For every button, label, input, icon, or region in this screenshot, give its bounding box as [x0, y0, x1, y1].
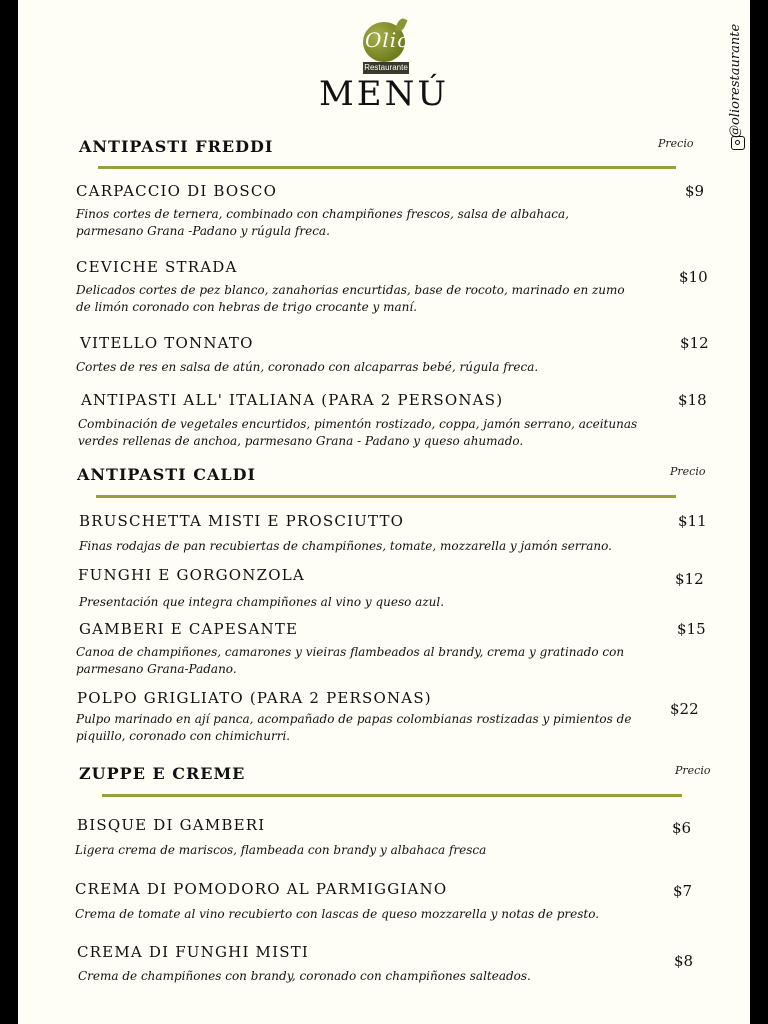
- item-description: Finas rodajas de pan recubiertas de champiñones, tomate, mozzarella y jamón serrano.: [79, 539, 612, 553]
- item-description: Canoa de champiñones, camarones y vieiras flambeados al brandy, crema y gratinado con parmesano Grana-Padano.: [76, 645, 625, 676]
- item-name: CREMA DI FUNGHI MISTI: [77, 943, 310, 961]
- precio-label: Precio: [670, 465, 706, 478]
- instagram-text: @oliorestaurante: [728, 23, 743, 138]
- item-price: $10: [679, 268, 708, 286]
- menu-page: [18, 0, 750, 1024]
- item-price: $6: [672, 819, 692, 837]
- logo-band: Restaurante: [364, 63, 408, 72]
- item-price: $15: [677, 620, 706, 638]
- item-description: Crema de tomate al vino recubierto con lascas de queso mozzarella y notas de presto.: [75, 907, 600, 921]
- item-name: FUNGHI E GORGONZOLA: [78, 566, 305, 584]
- instagram-icon: [731, 136, 745, 150]
- section-divider: [102, 794, 682, 797]
- section-title-antipasti-freddi: ANTIPASTI FREDDI: [79, 137, 274, 156]
- precio-label: Precio: [675, 764, 711, 777]
- section-title-zuppe-e-creme: ZUPPE E CREME: [79, 764, 246, 783]
- item-name: CARPACCIO DI BOSCO: [76, 182, 278, 200]
- item-price: $8: [674, 952, 694, 970]
- section-title-antipasti-caldi: ANTIPASTI CALDI: [77, 465, 256, 484]
- item-price: $12: [680, 334, 709, 352]
- section-divider: [98, 166, 676, 169]
- item-name: POLPO GRIGLIATO (PARA 2 PERSONAS): [77, 689, 432, 707]
- item-name: VITELLO TONNATO: [80, 334, 254, 352]
- item-name: CEVICHE STRADA: [76, 258, 238, 276]
- instagram-handle: [728, 23, 748, 156]
- logo-word: Olio: [365, 28, 411, 52]
- item-name: GAMBERI E CAPESANTE: [79, 620, 299, 638]
- item-price: $22: [670, 700, 699, 718]
- item-description: Finos cortes de ternera, combinado con champiñones frescos, salsa de albahaca, parmesano Grana -Padano y rúgula freca.: [76, 207, 569, 238]
- item-name: CREMA DI POMODORO AL PARMIGGIANO: [75, 880, 448, 898]
- item-price: $18: [678, 391, 707, 409]
- section-divider: [96, 495, 676, 498]
- item-description: Cortes de res en salsa de atún, coronado con alcaparras bebé, rúgula freca.: [76, 360, 539, 374]
- item-description: Ligera crema de mariscos, flambeada con brandy y albahaca fresca: [75, 843, 487, 857]
- item-price: $9: [685, 182, 705, 200]
- page-title: MENÚ: [318, 74, 450, 114]
- item-name: ANTIPASTI ALL' ITALIANA (PARA 2 PERSONAS): [81, 391, 504, 409]
- item-price: $7: [673, 882, 693, 900]
- item-price: $12: [675, 570, 704, 588]
- item-price: $11: [678, 512, 707, 530]
- item-name: BRUSCHETTA MISTI E PROSCIUTTO: [79, 512, 405, 530]
- precio-label: Precio: [658, 137, 694, 150]
- item-description: Pulpo marinado en ají panca, acompañado de papas colombianas rostizadas y pimientos de piquillo, coronado con chimichurri.: [76, 712, 632, 743]
- item-description: Presentación que integra champiñones al vino y queso azul.: [79, 595, 445, 609]
- item-description: Combinación de vegetales encurtidos, pimentón rostizado, coppa, jamón serrano, aceitunas verdes rellenas de anchoa, parmesano Grana - Padano y queso ahumado.: [78, 417, 638, 448]
- restaurant-logo: [363, 22, 409, 78]
- item-description: Crema de champiñones con brandy, coronado con champiñones salteados.: [78, 969, 531, 983]
- item-description: Delicados cortes de pez blanco, zanahorias encurtidas, base de rocoto, marinado en zumo de limón coronado con hebras de trigo crocante y maní.: [76, 283, 625, 314]
- item-name: BISQUE DI GAMBERI: [77, 816, 266, 834]
